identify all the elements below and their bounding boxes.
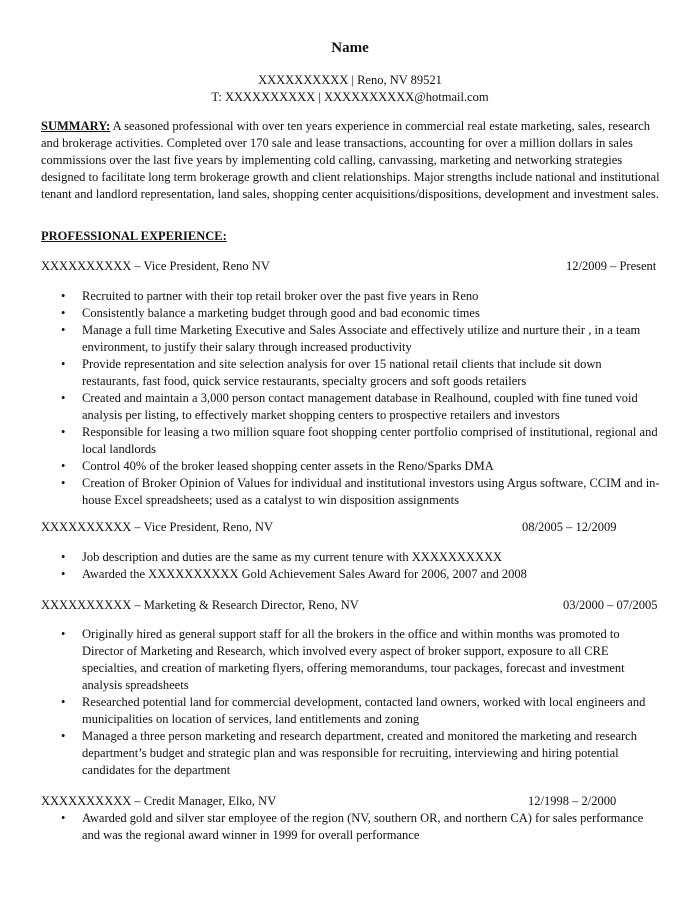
job-bullets-1: [82, 288, 660, 509]
summary-text: A seasoned professional with over ten years experience in commercial real estate marketing, sales, research and brokerage activities. Completed over 170 sale and lease transactions, accounting for over a million dollars in sales commissions over the last five years by implementing cold calling, canvassing, marketing and networking strategies designed to facilitate long term brokerage growth and client relationships. Major strengths include national and institutional tenant and landlord representation, land sales, shopping center acquisitions/dispositions, development and investment sales.: [41, 119, 660, 201]
list-item: • Originally hired as general support staff for all the brokers in the office and within months was promoted to Director of Marketing and Research, which involved every aspect of broker support, exposure to all CRE specialties, and creation of marketing flyers, offering memorandums, tour packages, forecast and investment analysis spreadsheets: [82, 626, 660, 694]
list-item: • Created and maintain a 3,000 person contact management database in Realhound, coupled with fine tuned void analysis per listing, to effectively market shopping centers to prospective retailers and investors: [82, 390, 660, 424]
job-title-3: XXXXXXXXXX – Marketing & Research Director, Reno, NV: [41, 598, 359, 612]
list-item: • Awarded gold and silver star employee of the region (NV, southern OR, and northern CA) for sales performance and was the regional award winner in 1999 for overall performance: [82, 810, 660, 844]
summary-label: SUMMARY:: [41, 119, 111, 133]
job-dates-4: 12/1998 – 2/2000: [528, 794, 617, 808]
job-dates-1: 12/2009 – Present: [566, 259, 657, 273]
job-bullets-3: [82, 626, 660, 779]
contact-phone-email-line: T: XXXXXXXXXX | XXXXXXXXXX@hotmail.com: [211, 90, 489, 104]
list-item: • Responsible for leasing a two million square foot shopping center portfolio comprised of institutional, regional and local landlords: [82, 424, 660, 458]
job-bullets-4: [82, 810, 660, 844]
resume-name: Name: [331, 40, 369, 56]
experience-heading: PROFESSIONAL EXPERIENCE:: [41, 229, 227, 243]
contact-block: [0, 72, 700, 106]
list-item: • Researched potential land for commercial development, contacted land owners, worked with local engineers and municipalities on location of services, land entitlements and zoning: [82, 694, 660, 728]
job-dates-2: 08/2005 – 12/2009: [522, 520, 617, 534]
job-title-4: XXXXXXXXXX – Credit Manager, Elko, NV: [41, 794, 277, 808]
list-item: • Creation of Broker Opinion of Values for individual and institutional investors using Argus software, CCIM and in-house Excel spreadsheets; used as a catalyst to win disposition assignments: [82, 475, 660, 509]
list-item: • Managed a three person marketing and research department, created and monitored the marketing and research department’s budget and strategic plan and was responsible for recruiting, interviewing and hiring potential candidates for the department: [82, 728, 660, 779]
job-title-2: XXXXXXXXXX – Vice President, Reno, NV: [41, 520, 273, 534]
list-item: • Awarded the XXXXXXXXXX Gold Achievement Sales Award for 2006, 2007 and 2008: [82, 566, 660, 583]
list-item: • Provide representation and site selection analysis for over 15 national retail clients that include sit down restaurants, fast food, quick service restaurants, specialty grocers and soft goods retailers: [82, 356, 660, 390]
job-title-1: XXXXXXXXXX – Vice President, Reno NV: [41, 259, 270, 273]
list-item: • Manage a full time Marketing Executive and Sales Associate and effectively utilize and nurture their , in a team environment, to justify their salary through increased productivity: [82, 322, 660, 356]
list-item: • Control 40% of the broker leased shopping center assets in the Reno/Sparks DMA: [82, 458, 660, 475]
job-bullets-2: [82, 549, 660, 583]
list-item: • Consistently balance a marketing budget through good and bad economic times: [82, 305, 660, 322]
list-item: • Job description and duties are the same as my current tenure with XXXXXXXXXX: [82, 549, 660, 566]
summary-paragraph: [41, 118, 661, 203]
list-item: • Recruited to partner with their top retail broker over the past five years in Reno: [82, 288, 660, 305]
job-dates-3: 03/2000 – 07/2005: [563, 598, 658, 612]
contact-address-line: XXXXXXXXXX | Reno, NV 89521: [258, 73, 442, 87]
